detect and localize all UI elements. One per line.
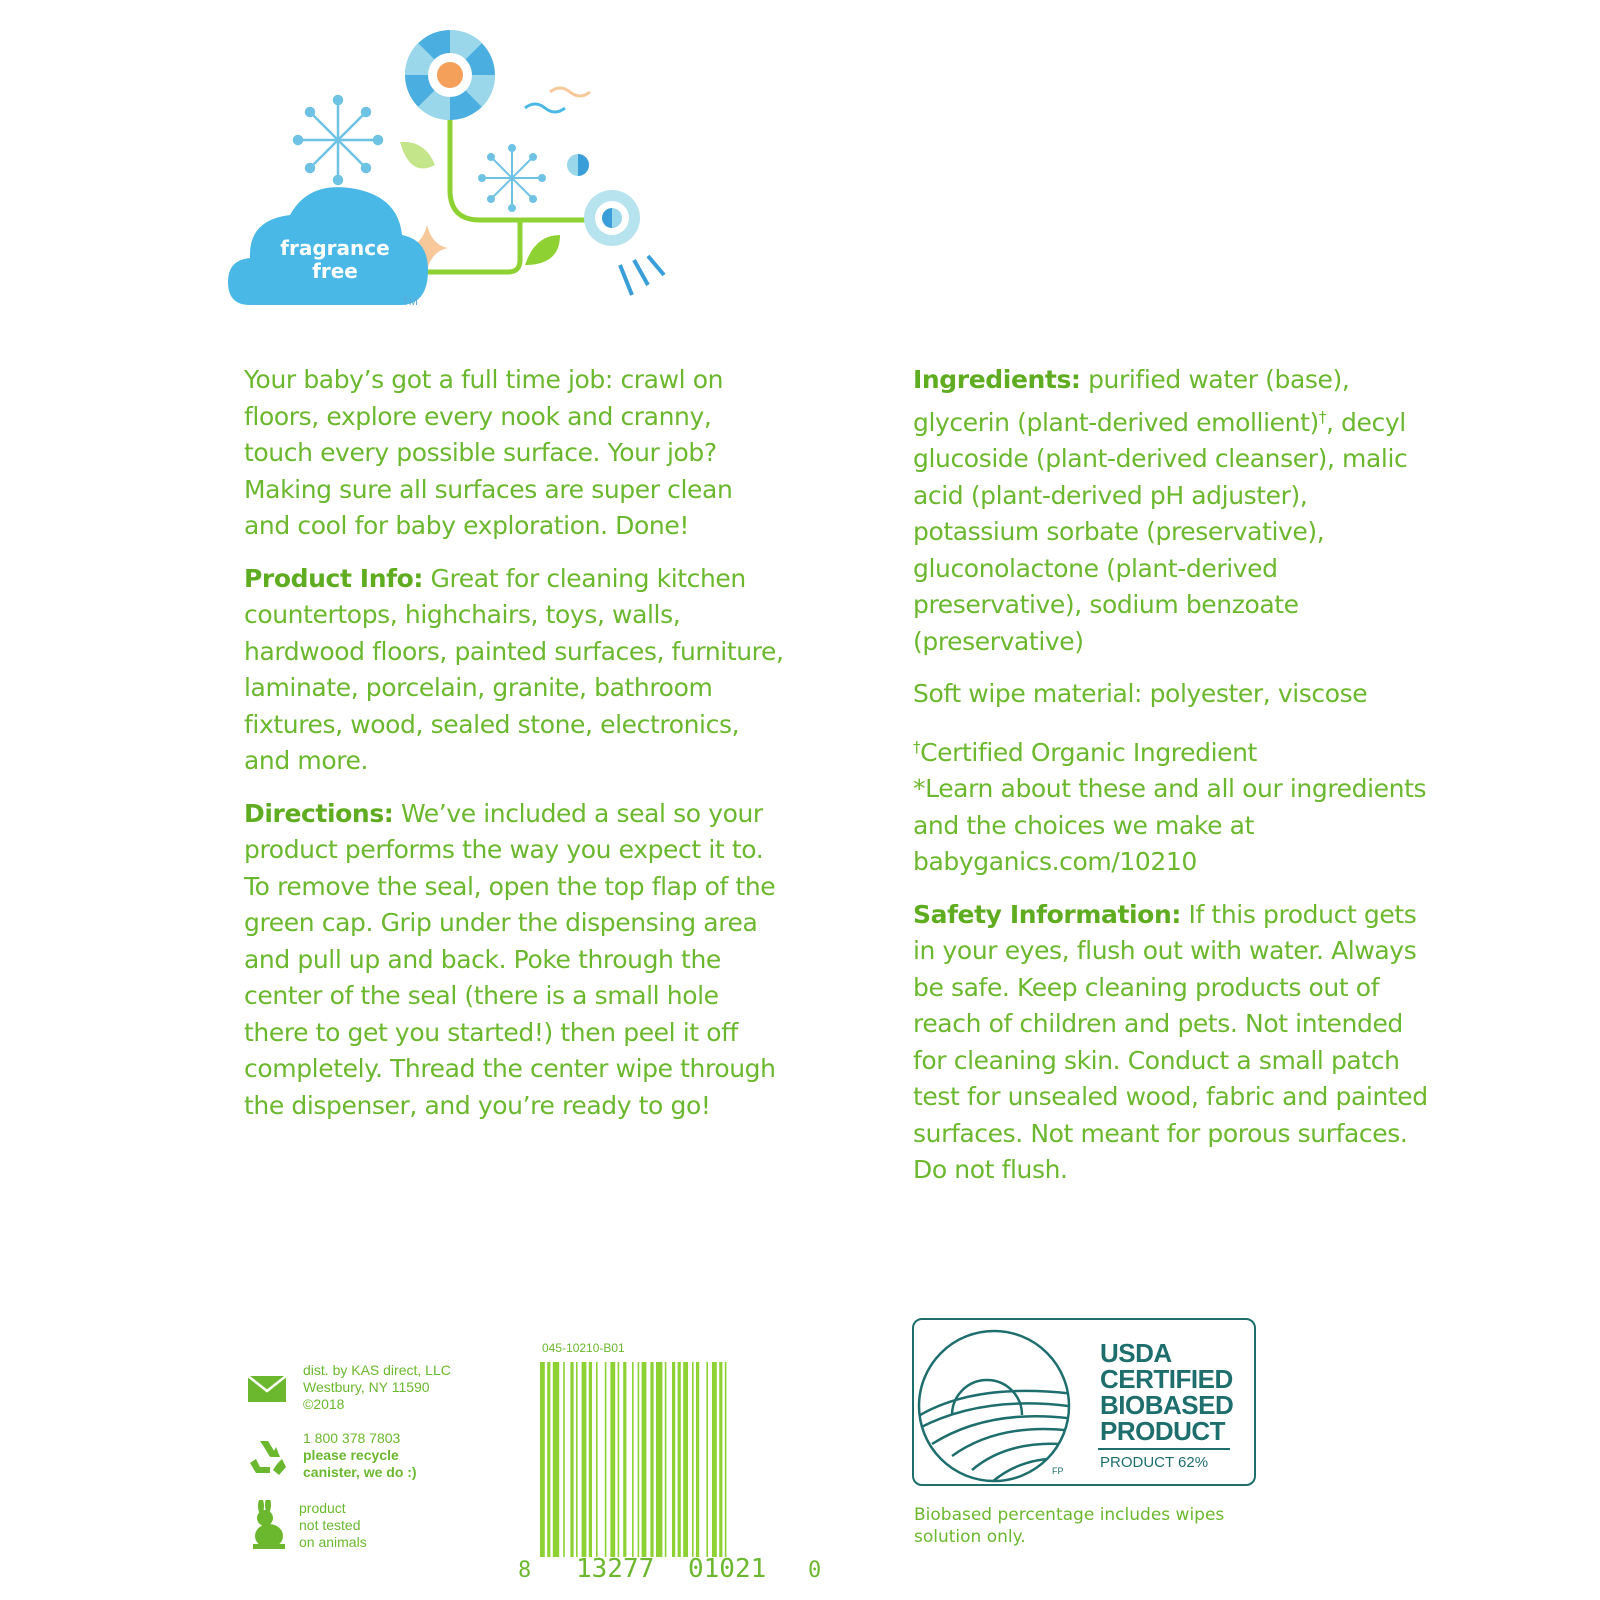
animal-testing-note bbox=[299, 1500, 367, 1551]
ingredients-label: Ingredients: bbox=[913, 365, 1081, 394]
usda-divider bbox=[1098, 1448, 1230, 1450]
ingredients-text-1: purified water (base), glycerin (plant-derived emollient) bbox=[913, 365, 1350, 437]
animals-line2: not tested bbox=[299, 1517, 361, 1533]
wipe-material: Soft wipe material: polyester, viscose bbox=[913, 679, 1368, 708]
distributor-copyright: ©2018 bbox=[303, 1396, 345, 1412]
trademark-mark: TM bbox=[402, 296, 418, 308]
left-text-column bbox=[244, 362, 784, 1140]
recycle-line2: canister, we do :) bbox=[303, 1464, 417, 1480]
product-info-paragraph bbox=[244, 561, 784, 780]
biobased-note: Biobased percentage includes wipes solution only. bbox=[914, 1505, 1225, 1547]
right-text-column bbox=[913, 362, 1433, 1205]
directions-text: We’ve included a seal so your product performs the way you expect it to. To remove the seal, open the top flap of the green cap. Grip under the dispensing area and pull up and back. Poke through the center of the seal (there is a small hole there to get you started!) then peel it off completely. Thread the center wipe through the dispenser, and you’re ready to go! bbox=[244, 798, 776, 1120]
ingredients-paragraph bbox=[913, 362, 1433, 660]
distributor-line1: dist. by KAS direct, LLC bbox=[303, 1362, 451, 1378]
recycle-icon bbox=[246, 1437, 290, 1482]
barcode-code: 045-10210-B01 bbox=[542, 1341, 625, 1355]
ingredients-text-2: , decyl glucoside (plant-derived cleanser), malic acid (plant-derived pH adjuster), potassium sorbate (preservative), gluconolactone (plant-derived preservative), sodium benzoate (preservative) bbox=[913, 407, 1408, 656]
usda-line4: PRODUCT bbox=[1100, 1416, 1226, 1446]
safety-label: Safety Information: bbox=[913, 899, 1181, 929]
certified-line1: Certified Organic Ingredient bbox=[920, 737, 1257, 767]
dagger-mark: † bbox=[1318, 407, 1326, 426]
directions-paragraph bbox=[244, 796, 784, 1125]
usda-line1: USDA bbox=[1100, 1338, 1172, 1368]
usda-fp: FP bbox=[1052, 1466, 1064, 1476]
badge-line2: free bbox=[312, 259, 358, 283]
animals-line3: on animals bbox=[299, 1534, 367, 1550]
usda-line2: CERTIFIED bbox=[1100, 1364, 1233, 1394]
fragrance-free-illustration bbox=[220, 20, 700, 320]
distributor-line2: Westbury, NY 11590 bbox=[303, 1379, 430, 1395]
product-info-label: Product Info: bbox=[244, 563, 423, 593]
distributor-info bbox=[303, 1362, 451, 1413]
recycle-line1: please recycle bbox=[303, 1447, 399, 1463]
small-flower-icon bbox=[584, 190, 640, 246]
dagger-mark: † bbox=[913, 737, 921, 756]
product-info-text: Great for cleaning kitchen countertops, highchairs, toys, walls, hardwood floors, painted surfaces, furniture, laminate, porcelain, granite, bathroom fixtures, wood, sealed stone, electronics, and more. bbox=[244, 563, 784, 775]
fragrance-free-badge bbox=[265, 237, 405, 283]
snowflake-icon bbox=[294, 96, 382, 184]
bunny-icon bbox=[247, 1500, 287, 1555]
usda-biobased-badge bbox=[912, 1318, 1256, 1486]
safety-paragraph bbox=[913, 897, 1433, 1189]
badge-line1: fragrance bbox=[280, 236, 390, 260]
safety-text: If this product gets in your eyes, flush out with water. Always be safe. Keep cleaning products out of reach of children and pets. Not intended for cleaning skin. Conduct a small patch test for unsealed wood, fabric and painted surfaces. Not meant for porous surfaces. Do not flush. bbox=[913, 899, 1428, 1184]
barcode-icon bbox=[540, 1362, 800, 1582]
usda-percent: PRODUCT 62% bbox=[1100, 1454, 1209, 1471]
usda-line3: BIOBASED bbox=[1100, 1390, 1234, 1420]
certified-note bbox=[913, 729, 1433, 881]
barcode-digit-left: 8 bbox=[518, 1558, 532, 1583]
snowflake-icon bbox=[479, 145, 545, 211]
barcode-digit-right: 0 bbox=[808, 1558, 822, 1583]
usda-landscape-icon bbox=[912, 1320, 1080, 1484]
intro-paragraph: Your baby’s got a full time job: crawl on floors, explore every nook and cranny, touch every possible surface. Your job? Making sure all surfaces are super clean and cool for baby exploration. Done! bbox=[244, 365, 733, 540]
recycle-note bbox=[303, 1447, 417, 1481]
big-flower-icon bbox=[405, 30, 495, 120]
directions-label: Directions: bbox=[244, 798, 394, 828]
barcode-group1: 13277 bbox=[576, 1554, 655, 1584]
usda-title bbox=[1100, 1340, 1233, 1444]
barcode-group2: 01021 bbox=[688, 1554, 767, 1584]
animals-line1: product bbox=[299, 1500, 346, 1516]
mail-icon bbox=[247, 1375, 287, 1408]
phone-number: 1 800 378 7803 bbox=[303, 1430, 401, 1446]
learn-more-text: *Learn about these and all our ingredients and the choices we make at babyganics.com/10210 bbox=[913, 774, 1427, 876]
